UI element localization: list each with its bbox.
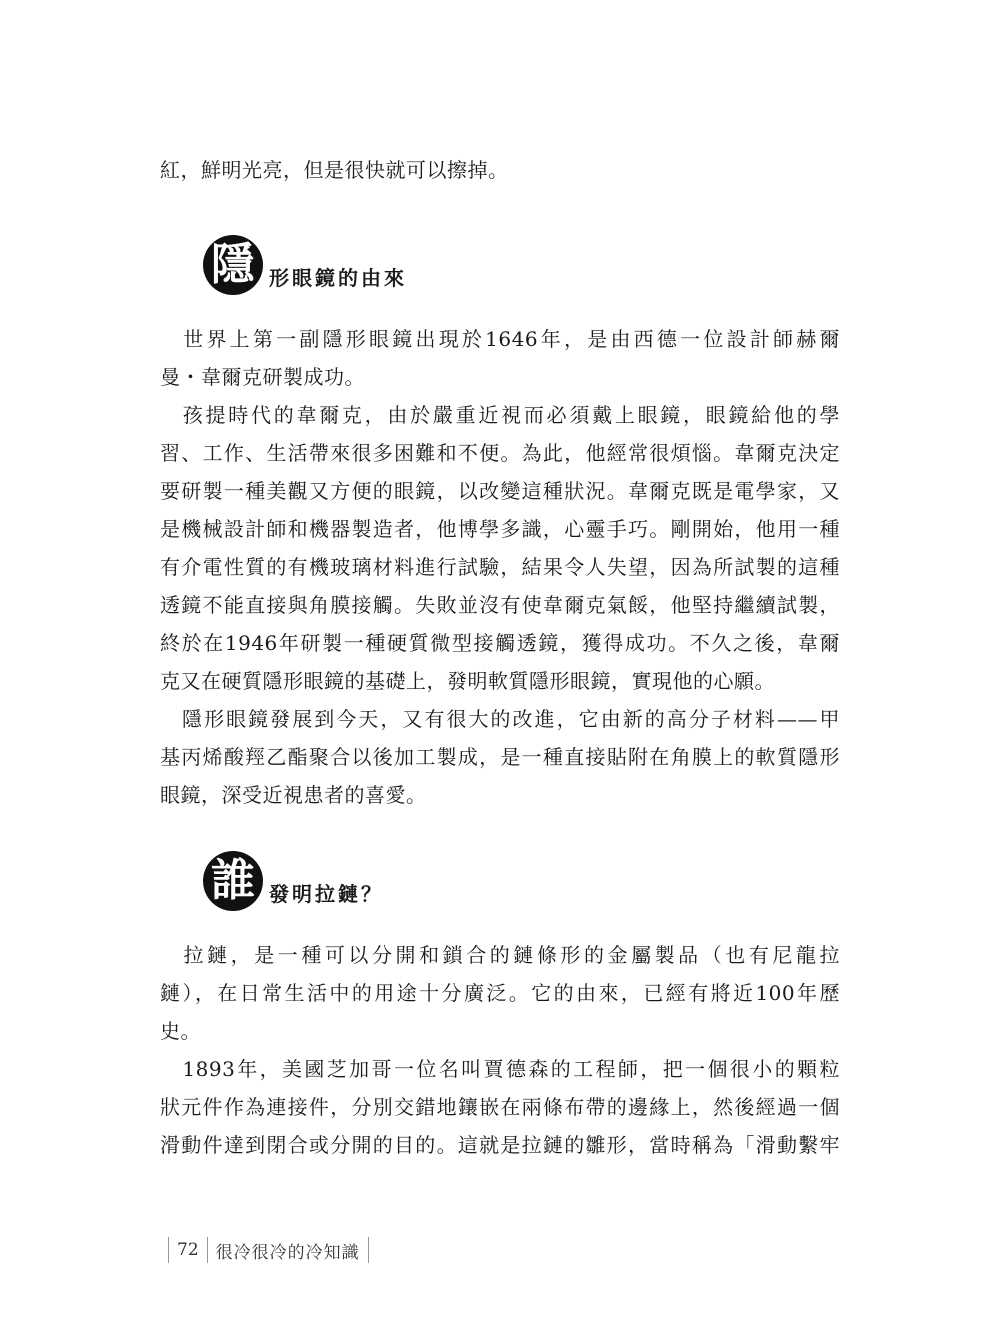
text-line: 1893年，美國芝加哥一位名叫賈德森的工程師，把一個很小的顆粒 (160, 1057, 840, 1081)
heading-badge: 誰 (203, 851, 263, 911)
heading-title: 發明拉鏈？ (269, 881, 384, 906)
text-line: 曼・韋爾克研製成功。 (160, 365, 365, 389)
heading-badge: 隱 (203, 235, 263, 295)
text-line: 眼鏡，深受近視患者的喜愛。 (160, 783, 427, 807)
text-line: 要研製一種美觀又方便的眼鏡，以改變這種狀況。韋爾克既是電學家，又 (160, 479, 840, 503)
page-number: 72 (177, 1240, 199, 1260)
text-line: 拉鏈，是一種可以分開和鎖合的鏈條形的金屬製品（也有尼龍拉 (160, 943, 840, 967)
text-line: 基丙烯酸羥乙酯聚合以後加工製成，是一種直接貼附在角膜上的軟質隱形 (160, 745, 840, 769)
divider (368, 1237, 369, 1263)
text-line: 克又在硬質隱形眼鏡的基礎上，發明軟質隱形眼鏡，實現他的心願。 (160, 669, 775, 693)
text-line: 世界上第一副隱形眼鏡出現於1646年，是由西德一位設計師赫爾 (160, 327, 840, 351)
text-line: 透鏡不能直接與角膜接觸。失敗並沒有使韋爾克氣餒，他堅持繼續試製， (160, 593, 840, 617)
text-line: 是機械設計師和機器製造者，他博學多識，心靈手巧。剛開始，他用一種 (160, 517, 840, 541)
text-line: 史。 (160, 1019, 201, 1043)
page-footer (168, 1236, 369, 1264)
text-line: 鏈），在日常生活中的用途十分廣泛。它的由來，已經有將近100年歷 (160, 981, 840, 1005)
text-line: 孩提時代的韋爾克，由於嚴重近視而必須戴上眼鏡，眼鏡給他的學 (160, 403, 840, 427)
text-line: 滑動件達到閉合或分開的目的。這就是拉鏈的雛形，當時稱為「滑動繫牢 (160, 1133, 840, 1157)
text-line: 終於在1946年研製一種硬質微型接觸透鏡，獲得成功。不久之後，韋爾 (160, 631, 840, 655)
text-line: 狀元件作為連接件，分別交錯地鑲嵌在兩條布帶的邊緣上，然後經過一個 (160, 1095, 840, 1119)
book-title: 很冷很冷的冷知識 (215, 1242, 360, 1263)
text-line: 隱形眼鏡發展到今天，又有很大的改進，它由新的高分子材料——甲 (160, 707, 840, 731)
heading-title: 形眼鏡的由來 (269, 265, 407, 290)
section-heading (203, 836, 384, 926)
text-line: 習、工作、生活帶來很多困難和不便。為此，他經常很煩惱。韋爾克決定 (160, 441, 840, 465)
divider (168, 1237, 169, 1263)
text-line: 紅，鮮明光亮，但是很快就可以擦掉。 (160, 158, 509, 182)
text-line: 有介電性質的有機玻璃材料進行試驗，結果令人失望，因為所試製的這種 (160, 555, 840, 579)
section-heading (203, 220, 407, 310)
divider (207, 1237, 208, 1263)
